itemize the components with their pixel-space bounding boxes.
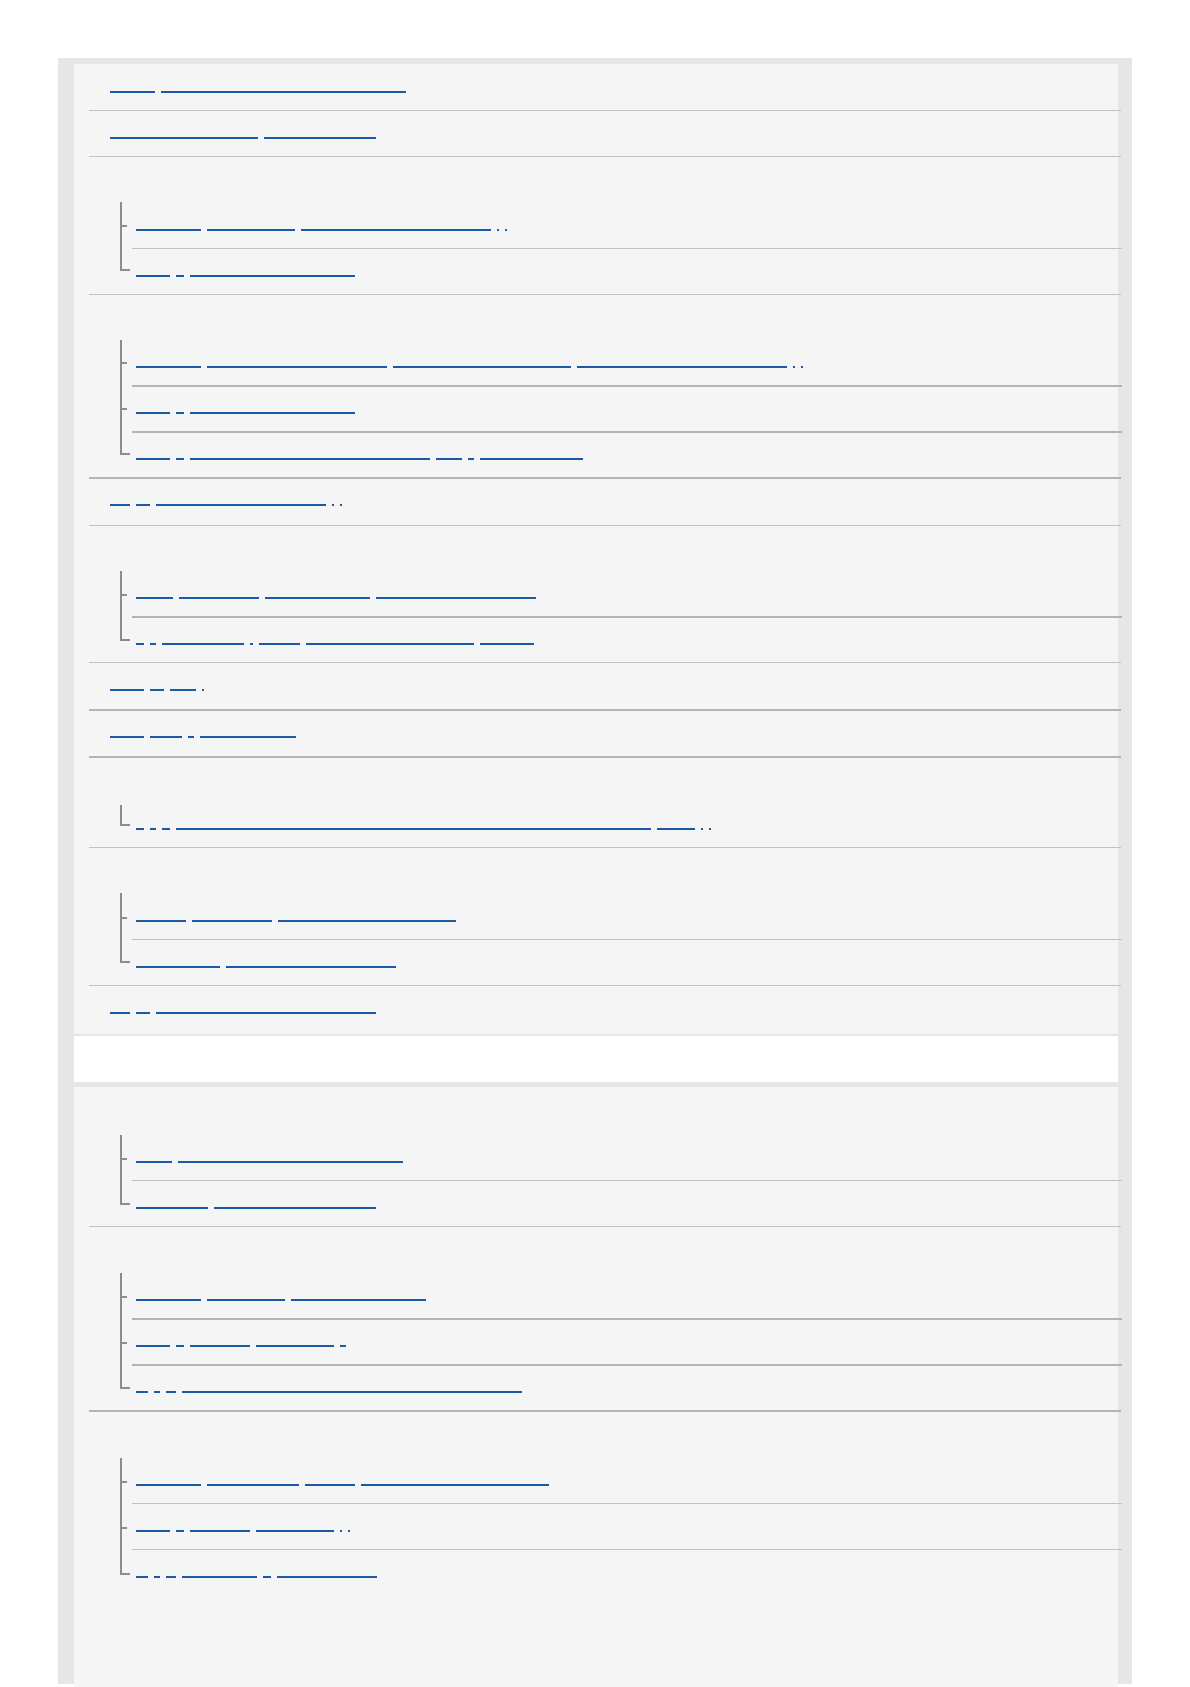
tree-tick [120, 1296, 127, 1298]
toc-panel-top [74, 64, 1118, 1034]
tree-tick [120, 362, 127, 364]
tree-tick [120, 225, 127, 227]
toc-sublink[interactable] [136, 1530, 350, 1532]
toc-link[interactable] [110, 1012, 376, 1014]
divider [132, 1180, 1122, 1181]
tree-tick [120, 408, 127, 410]
toc-sublink[interactable] [136, 1299, 426, 1301]
tree-tick [120, 1342, 127, 1344]
divider [132, 1318, 1122, 1320]
tree-bracket-foot [122, 1573, 130, 1575]
tree-bracket-foot [122, 1387, 130, 1389]
toc-sublink[interactable] [136, 1484, 549, 1486]
tree-bracket [120, 893, 122, 963]
tree-tick [120, 1527, 127, 1529]
tree-bracket-foot [122, 1203, 130, 1205]
tree-bracket [120, 1135, 122, 1205]
divider [89, 525, 1121, 526]
toc-sublink[interactable] [136, 458, 583, 460]
toc-sublink[interactable] [136, 1576, 377, 1578]
divider [89, 1410, 1121, 1412]
toc-sublink[interactable] [136, 412, 355, 414]
tree-tick [120, 594, 127, 596]
tree-tick [120, 917, 127, 919]
toc-sublink[interactable] [136, 966, 396, 968]
tree-bracket [120, 571, 122, 641]
divider [89, 156, 1121, 157]
tree-bracket [120, 1273, 122, 1389]
toc-sublink[interactable] [136, 366, 803, 368]
tree-bracket [120, 805, 122, 826]
toc-link[interactable] [110, 137, 376, 139]
divider [132, 385, 1122, 387]
divider [89, 709, 1121, 711]
divider [89, 294, 1121, 295]
toc-link[interactable] [110, 689, 204, 691]
tree-bracket-foot [122, 453, 130, 455]
divider [89, 110, 1121, 111]
toc-link[interactable] [110, 736, 296, 738]
toc-sublink[interactable] [136, 1207, 376, 1209]
toc-sublink[interactable] [136, 597, 536, 599]
toc-sublink[interactable] [136, 275, 355, 277]
toc-sublink[interactable] [136, 1161, 403, 1163]
divider [89, 1226, 1121, 1227]
tree-bracket [120, 202, 122, 271]
divider [132, 1364, 1122, 1366]
tree-bracket-foot [122, 824, 130, 826]
toc-sublink[interactable] [136, 1391, 522, 1393]
divider [132, 248, 1122, 249]
tree-bracket [120, 340, 122, 455]
toc-sublink[interactable] [136, 920, 456, 922]
toc-panel-bottom [74, 1087, 1118, 1687]
toc-sublink[interactable] [136, 828, 711, 830]
toc-link[interactable] [110, 504, 342, 506]
tree-bracket-foot [122, 269, 130, 271]
panel-gap [74, 1036, 1118, 1082]
divider [132, 431, 1122, 433]
tree-tick [120, 1481, 127, 1483]
toc-sublink[interactable] [136, 229, 507, 231]
divider [132, 616, 1122, 618]
tree-bracket-foot [122, 961, 130, 963]
tree-tick [120, 1158, 127, 1160]
divider [89, 985, 1121, 986]
tree-bracket-foot [122, 639, 130, 641]
divider [132, 1503, 1122, 1504]
divider [89, 662, 1121, 663]
toc-sublink[interactable] [136, 643, 534, 645]
divider [89, 847, 1121, 848]
tree-bracket [120, 1458, 122, 1575]
divider [132, 1549, 1122, 1550]
divider [89, 477, 1121, 479]
toc-link[interactable] [110, 91, 406, 93]
divider [89, 756, 1121, 758]
divider [132, 939, 1122, 940]
toc-sublink[interactable] [136, 1345, 346, 1347]
